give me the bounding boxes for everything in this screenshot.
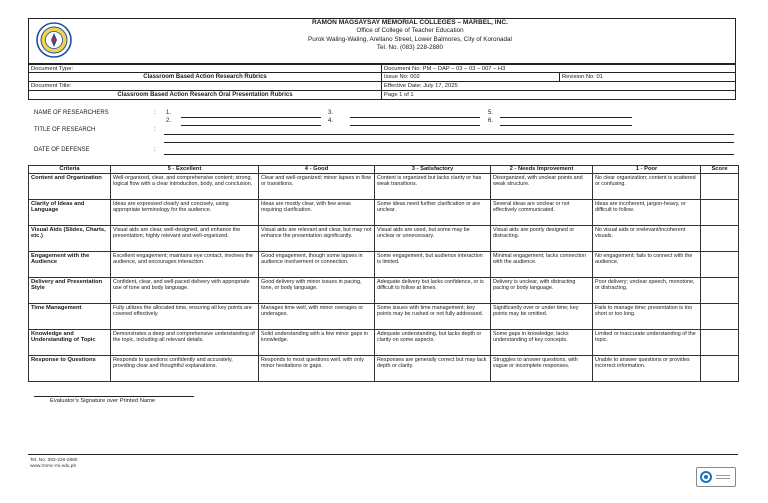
researchers-label: NAME OF RESEARCHERS [34, 110, 109, 116]
poor-cell: Ideas are incoherent, jargon-heavy, or difficult to follow. [593, 200, 701, 226]
criteria-cell: Engagement with the Audience [29, 252, 111, 278]
poor-cell: Fails to manage time; presentation is too short or too long. [593, 304, 701, 330]
score-cell[interactable] [701, 304, 739, 330]
needs-improvement-cell: Delivery is unclear, with distracting pacing or body language. [491, 278, 593, 304]
excellent-cell: Confident, clear, and well-paced delivery with appropriate use of tone and body language. [111, 278, 259, 304]
research-title-line-1[interactable] [164, 134, 734, 135]
excellent-cell: Ideas are expressed clearly and concisely, using appropriate terminology for the audience. [111, 200, 259, 226]
table-row [29, 200, 739, 226]
researcher-5-line[interactable] [500, 117, 632, 118]
institution-address: Purok Waling-Waling, Arellano Street, Lower Balmores, City of Koronadal [308, 35, 512, 43]
satisfactory-cell: Some ideas need further clarification or are unclear. [375, 200, 491, 226]
score-cell[interactable] [701, 356, 739, 382]
score-cell[interactable] [701, 252, 739, 278]
footer-contact [30, 458, 77, 470]
document-title-value: Classroom Based Action Research Oral Presentation Rubrics [117, 92, 293, 98]
research-title-line-2[interactable] [164, 142, 734, 143]
colon: : [154, 147, 156, 153]
colon: : [154, 110, 156, 116]
needs-improvement-cell: Some gaps in knowledge; lacks understanding of key concepts. [491, 330, 593, 356]
good-cell: Ideas are mostly clear, with few areas requiring clarification. [259, 200, 375, 226]
criteria-cell: Clarity of Ideas and Language [29, 200, 111, 226]
revision-number: Revision No: 01 [562, 74, 603, 80]
footer-phone: Tel. No. 083-228-2880 [30, 458, 78, 463]
research-title-label: TITLE OF RESEARCH [34, 127, 96, 133]
criteria-cell: Knowledge and Understanding of Topic [29, 330, 111, 356]
document-type-label: Document Type: [31, 66, 74, 72]
defense-date-line[interactable] [164, 154, 734, 155]
excellent-cell: Excellent engagement; maintains eye contact, involves the audience, and encourages interaction. [111, 252, 259, 278]
table-row [29, 226, 739, 252]
footer-divider [28, 454, 738, 455]
criteria-cell: Content and Organization [29, 174, 111, 200]
office-name: Office of College of Teacher Education [356, 27, 464, 35]
criteria-cell: Response to Questions [29, 356, 111, 382]
researcher-2-line[interactable] [181, 125, 321, 126]
table-row [29, 330, 739, 356]
header-excellent: 5 - Excellent [111, 166, 259, 174]
good-cell: Solid understanding with a few minor gaps in knowledge. [259, 330, 375, 356]
header-satisfactory: 3 - Satisfactory [375, 166, 491, 174]
header-needs-improvement: 2 - Needs Improvement [491, 166, 593, 174]
researcher-1-line[interactable] [181, 117, 321, 118]
poor-cell: No visual aids or irrelevant/incoherent visuals. [593, 226, 701, 252]
needs-improvement-cell: Minimal engagement; lacks connection with the audience. [491, 252, 593, 278]
defense-date-label: DATE OF DEFENSE [34, 147, 90, 153]
needs-improvement-cell: Several ideas are unclear or not effectively communicated. [491, 200, 593, 226]
page-number: Page 1 of 1 [384, 92, 414, 98]
satisfactory-cell: Some engagement, but audience interaction is limited. [375, 252, 491, 278]
researcher-4-line[interactable] [350, 125, 480, 126]
researcher-3-number: 3. [328, 110, 334, 116]
score-cell[interactable] [701, 226, 739, 252]
good-cell: Good delivery with minor issues in pacing, tone, or body language. [259, 278, 375, 304]
researcher-6-number: 6. [488, 118, 494, 124]
header-score: Score [701, 166, 739, 174]
document-control-table [28, 64, 736, 100]
satisfactory-cell: Responses are generally correct but may lack depth or clarity. [375, 356, 491, 382]
good-cell: Clear and well-organized; minor lapses in flow or transitions. [259, 174, 375, 200]
score-cell[interactable] [701, 278, 739, 304]
poor-cell: Poor delivery; unclear speech, monotone, or distracting. [593, 278, 701, 304]
satisfactory-cell: Content is organized but lacks clarity or has weak transitions. [375, 174, 491, 200]
poor-cell: No engagement; fails to connect with the audience. [593, 252, 701, 278]
header-good: 4 - Good [259, 166, 375, 174]
signature-line[interactable] [34, 396, 194, 397]
certification-logo-icon [696, 467, 736, 487]
researcher-5-number: 5. [488, 110, 494, 116]
researcher-2-number: 2. [166, 118, 172, 124]
table-row [29, 356, 739, 382]
institution-name: RAMON MAGSAYSAY MEMORIAL COLLEGES – MARBEL, INC. [311, 19, 508, 26]
signature-label: Evaluator’s Signature over Printed Name [50, 398, 156, 404]
researcher-4-number: 4. [328, 118, 334, 124]
poor-cell: No clear organization; content is scattered or confusing. [593, 174, 701, 200]
effective-date: Effective Date: July 17, 2025 [384, 83, 458, 89]
poor-cell: Unable to answer questions or provides incorrect information. [593, 356, 701, 382]
colon: : [154, 127, 156, 133]
satisfactory-cell: Some issues with time management; key points may be rushed or not fully addressed. [375, 304, 491, 330]
criteria-cell: Visual Aids (Slides, Charts, etc.) [29, 226, 111, 252]
satisfactory-cell: Visual aids are used, but some may be unclear or unnecessary. [375, 226, 491, 252]
excellent-cell: Fully utilizes the allocated time, ensuring all key points are covered effectively. [111, 304, 259, 330]
satisfactory-cell: Adequate delivery but lacks confidence, or is difficult to follow at times. [375, 278, 491, 304]
footer-website: www.rmmc-mi.edu.ph [30, 464, 77, 469]
researcher-3-line[interactable] [350, 117, 480, 118]
needs-improvement-cell: Struggles to answer questions, with vague or incomplete responses. [491, 356, 593, 382]
institution-header [200, 19, 620, 53]
college-seal-icon [36, 22, 72, 58]
researcher-1-number: 1. [166, 110, 172, 116]
document-title-label: Document Title: [31, 83, 72, 89]
excellent-cell: Visual aids are clear, well-designed, and enhance the presentation; highly relevant and well-organized. [111, 226, 259, 252]
needs-improvement-cell: Visual aids are poorly designed or distracting. [491, 226, 593, 252]
rubric-table [28, 165, 739, 382]
researcher-6-line[interactable] [500, 125, 632, 126]
score-cell[interactable] [701, 200, 739, 226]
header-poor: 1 - Poor [593, 166, 701, 174]
score-cell[interactable] [701, 174, 739, 200]
table-row [29, 174, 739, 200]
table-row [29, 252, 739, 278]
document-number: Document No: PM – DAP – 03 – 03 – 007 – H3 [384, 66, 506, 72]
issue-number: Issue No: 002 [384, 74, 420, 80]
good-cell: Manages time well, with minor overages or underages. [259, 304, 375, 330]
criteria-cell: Time Management [29, 304, 111, 330]
table-row [29, 278, 739, 304]
good-cell: Responds to most questions well, with only minor hesitations or gaps. [259, 356, 375, 382]
satisfactory-cell: Adequate understanding, but lacks depth or clarity on some aspects. [375, 330, 491, 356]
excellent-cell: Responds to questions confidently and accurately, providing clear and thoughtful explanations. [111, 356, 259, 382]
poor-cell: Limited or inaccurate understanding of the topic. [593, 330, 701, 356]
score-cell[interactable] [701, 330, 739, 356]
good-cell: Good engagement, though some lapses in audience involvement or connection. [259, 252, 375, 278]
document-type-value: Classroom Based Action Research Rubrics [143, 74, 267, 80]
needs-improvement-cell: Disorganized, with unclear points and weak structure. [491, 174, 593, 200]
header-criteria: Criteria [29, 166, 111, 174]
institution-phone: Tel. No. (083) 228-2880 [376, 44, 444, 52]
criteria-cell: Delivery and Presentation Style [29, 278, 111, 304]
excellent-cell: Demonstrates a deep and comprehensive understanding of the topic, including all relevant details. [111, 330, 259, 356]
needs-improvement-cell: Significantly over or under time; key points may be omitted. [491, 304, 593, 330]
good-cell: Visual aids are relevant and clear, but may not enhance the presentation significantly. [259, 226, 375, 252]
excellent-cell: Well-organized, clear, and comprehensive content; strong, logical flow with a clear introduction, body, and conclusion. [111, 174, 259, 200]
table-row [29, 304, 739, 330]
